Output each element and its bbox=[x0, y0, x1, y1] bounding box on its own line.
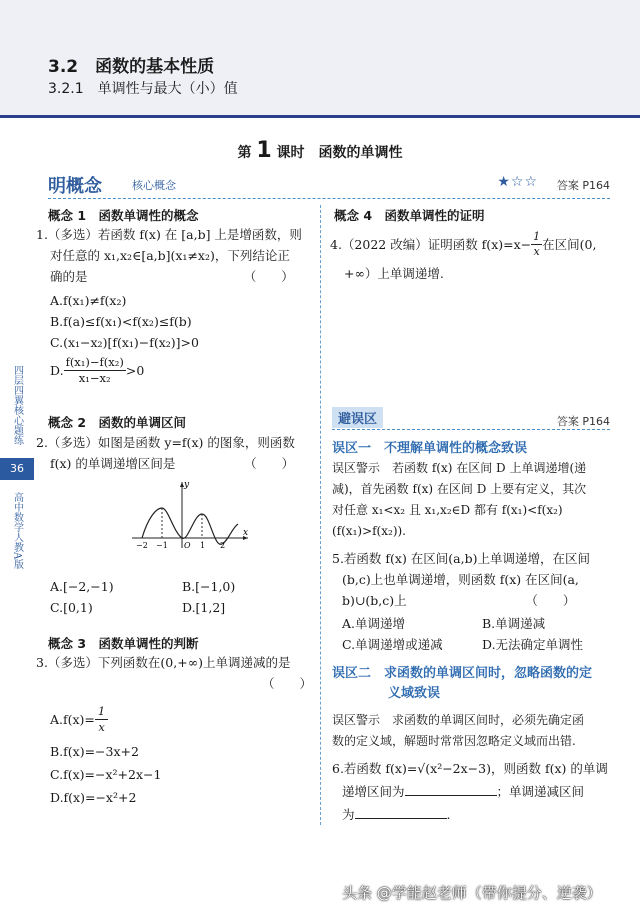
lesson-number: 1 bbox=[256, 138, 272, 163]
question-4 bbox=[330, 230, 612, 284]
fraction bbox=[95, 704, 108, 735]
header-rule bbox=[0, 115, 640, 118]
q4-text-b: 在区间(0, bbox=[542, 237, 597, 252]
fraction-numerator: f(x₁)−f(x₂) bbox=[65, 355, 124, 369]
q6-line: 6.若函数 f(x)=√(x²−2x−3)，则函数 f(x) 的单调 bbox=[332, 761, 608, 776]
difficulty-stars-icon: ★☆☆ bbox=[497, 174, 538, 190]
question-3 bbox=[36, 652, 316, 808]
sidebar-bottom-label: 高中数学人教A版 bbox=[11, 492, 23, 570]
answer-blank[interactable] bbox=[405, 783, 497, 796]
fraction-numerator: 1 bbox=[533, 230, 541, 243]
warning-line: 误区警示 若函数 f(x) 在区间 D 上单调递增(递 bbox=[332, 461, 587, 475]
q3-option-b: B.f(x)=−3x+2 bbox=[50, 744, 139, 759]
q5-option-c: C.单调递增或递减 bbox=[342, 637, 443, 652]
answer-ref: 答案 P164 bbox=[556, 179, 610, 192]
warning-line: 对任意 x₁<x₂ 且 x₁,x₂∈D 都有 f(x₁)<f(x₂) bbox=[332, 503, 563, 517]
mistake1-warning bbox=[332, 458, 614, 542]
q3-option-a-label: A.f(x)= bbox=[50, 712, 95, 727]
subsection-title: 3.2.1 单调性与最大（小）值 bbox=[48, 81, 238, 97]
warning-line: 减)，首先函数 f(x) 在区间 D 上要有定义，其次 bbox=[332, 482, 587, 496]
warning-line: 误区警示 求函数的单调区间时，必须先确定函 bbox=[332, 713, 585, 727]
ming-concept-label: 明概念 bbox=[48, 176, 102, 197]
q1-line: 确的是 （ ） bbox=[50, 269, 294, 284]
tick-label: −1 bbox=[156, 541, 168, 550]
answer-ref: 答案 P164 bbox=[556, 415, 610, 428]
q5-option-a: A.单调递增 bbox=[342, 616, 406, 631]
page-number: 36 bbox=[0, 458, 34, 480]
q6-text: ；单调递减区间 bbox=[496, 784, 585, 799]
q5-option-b: B.单调递减 bbox=[482, 616, 546, 631]
sidebar-top-label: 四层四翼核心题练 bbox=[11, 365, 23, 445]
q1-option-c: C.(x₁−x₂)[f(x₁)−f(x₂)]>0 bbox=[50, 335, 199, 350]
q4-line bbox=[330, 230, 612, 259]
sidebar-bottom-text bbox=[8, 492, 26, 569]
q2-line: f(x) 的单调递增区间是 （ ） bbox=[50, 456, 295, 471]
avoid-mistakes-header bbox=[332, 405, 610, 430]
watermark: 头条 @学能赵老师（带你提分、逆袭） bbox=[342, 884, 602, 902]
q1-line: 1.（多选）若函数 f(x) 在 [a,b] 上是增函数，则 bbox=[36, 227, 302, 242]
q6-line bbox=[332, 804, 614, 825]
q3-bracket: （ ） bbox=[261, 676, 312, 691]
tick-label: 2 bbox=[220, 541, 226, 550]
q6-text: 为 bbox=[342, 807, 355, 822]
q1-option-d-label: D. bbox=[50, 363, 64, 378]
question-2 bbox=[36, 432, 316, 474]
q1-line: 对任意的 x₁,x₂∈[a,b](x₁≠x₂)，下列结论正 bbox=[50, 248, 290, 263]
q2-option-c: C.[0,1) bbox=[50, 600, 93, 615]
lesson-title bbox=[0, 138, 640, 163]
q2-line: 2.（多选）如图是函数 y=f(x) 的图象，则函数 bbox=[36, 435, 295, 450]
origin-label: O bbox=[184, 541, 191, 550]
q3-line: 3.（多选）下列函数在(0,+∞)上单调递减的是 bbox=[36, 655, 291, 670]
q5-line: (b,c)上也单调递增，则函数 f(x) 在区间(a, bbox=[342, 572, 579, 587]
fraction bbox=[64, 355, 126, 386]
column-divider bbox=[320, 205, 321, 825]
avoid-mistakes-tag: 避误区 bbox=[332, 407, 383, 428]
q1-option-a: A.f(x₁)≠f(x₂) bbox=[50, 293, 127, 308]
q3-option-a bbox=[36, 704, 316, 735]
q4-text-a: 4.（2022 改编）证明函数 f(x)=x− bbox=[330, 237, 532, 252]
question-5 bbox=[332, 548, 614, 655]
mistake2-title bbox=[332, 664, 614, 704]
q3-option-c: C.f(x)=−x²+2x−1 bbox=[50, 767, 162, 782]
fraction-denominator: x₁−x₂ bbox=[78, 371, 111, 385]
q6-text: . bbox=[446, 807, 451, 822]
y-label: y bbox=[184, 480, 190, 490]
lesson-suffix: 课时 函数的单调性 bbox=[276, 145, 403, 161]
q3-option-d: D.f(x)=−x²+2 bbox=[50, 790, 137, 805]
q2-option-b: B.[−1,0) bbox=[182, 579, 236, 594]
concept1-heading: 概念 1 函数单调性的概念 bbox=[48, 208, 199, 223]
answer-blank[interactable] bbox=[355, 806, 447, 819]
q6-line bbox=[332, 781, 614, 802]
fraction-denominator: x bbox=[98, 720, 105, 734]
tick-label: 1 bbox=[200, 541, 206, 550]
concept2-heading: 概念 2 函数的单调区间 bbox=[48, 415, 187, 430]
question-1 bbox=[36, 224, 316, 386]
warning-line: (f(x₁)>f(x₂)). bbox=[332, 524, 406, 538]
mistake1-title: 误区一 不理解单调性的概念致误 bbox=[332, 441, 528, 456]
lesson-prefix: 第 bbox=[237, 145, 252, 161]
q2-options bbox=[50, 576, 315, 618]
mistake2-warning bbox=[332, 710, 614, 752]
concept4-heading: 概念 4 函数单调性的证明 bbox=[334, 208, 485, 223]
fraction bbox=[531, 230, 542, 259]
mistake2-title-line: 误区二 求函数的单调区间时，忽略函数的定 bbox=[332, 666, 593, 681]
tick-label: −2 bbox=[136, 541, 148, 550]
q1-option-d-tail: >0 bbox=[125, 363, 145, 378]
q5-line: 5.若函数 f(x) 在区间(a,b)上单调递增，在区间 bbox=[332, 551, 590, 566]
fraction-denominator: x bbox=[533, 245, 540, 258]
q2-option-d: D.[1,2] bbox=[182, 600, 226, 615]
q1-option-b: B.f(a)≤f(x₁)<f(x₂)≤f(b) bbox=[50, 314, 192, 329]
core-concept-label: 核心概念 bbox=[132, 179, 176, 192]
function-graph bbox=[128, 478, 254, 550]
x-label: x bbox=[243, 528, 249, 538]
warning-line: 数的定义域，解题时常常因忽略定义域而出错. bbox=[332, 734, 576, 748]
question-6 bbox=[332, 758, 614, 825]
q4-line: +∞）上单调递增. bbox=[344, 266, 444, 281]
mistake2-title-line: 义域致误 bbox=[388, 686, 441, 701]
concept3-heading: 概念 3 函数单调性的判断 bbox=[48, 636, 199, 651]
section-title: 3.2 函数的基本性质 bbox=[48, 57, 215, 77]
curve bbox=[142, 508, 238, 544]
sidebar-top-text bbox=[8, 365, 26, 445]
q6-text: 递增区间为 bbox=[342, 784, 405, 799]
q2-option-a: A.[−2,−1) bbox=[50, 579, 114, 594]
fraction-numerator: 1 bbox=[95, 704, 108, 720]
q5-line: b)∪(b,c)上 （ ） bbox=[342, 593, 576, 608]
q5-option-d: D.无法确定单调性 bbox=[482, 637, 584, 652]
q1-option-d bbox=[36, 355, 316, 386]
concept-header bbox=[48, 172, 610, 199]
